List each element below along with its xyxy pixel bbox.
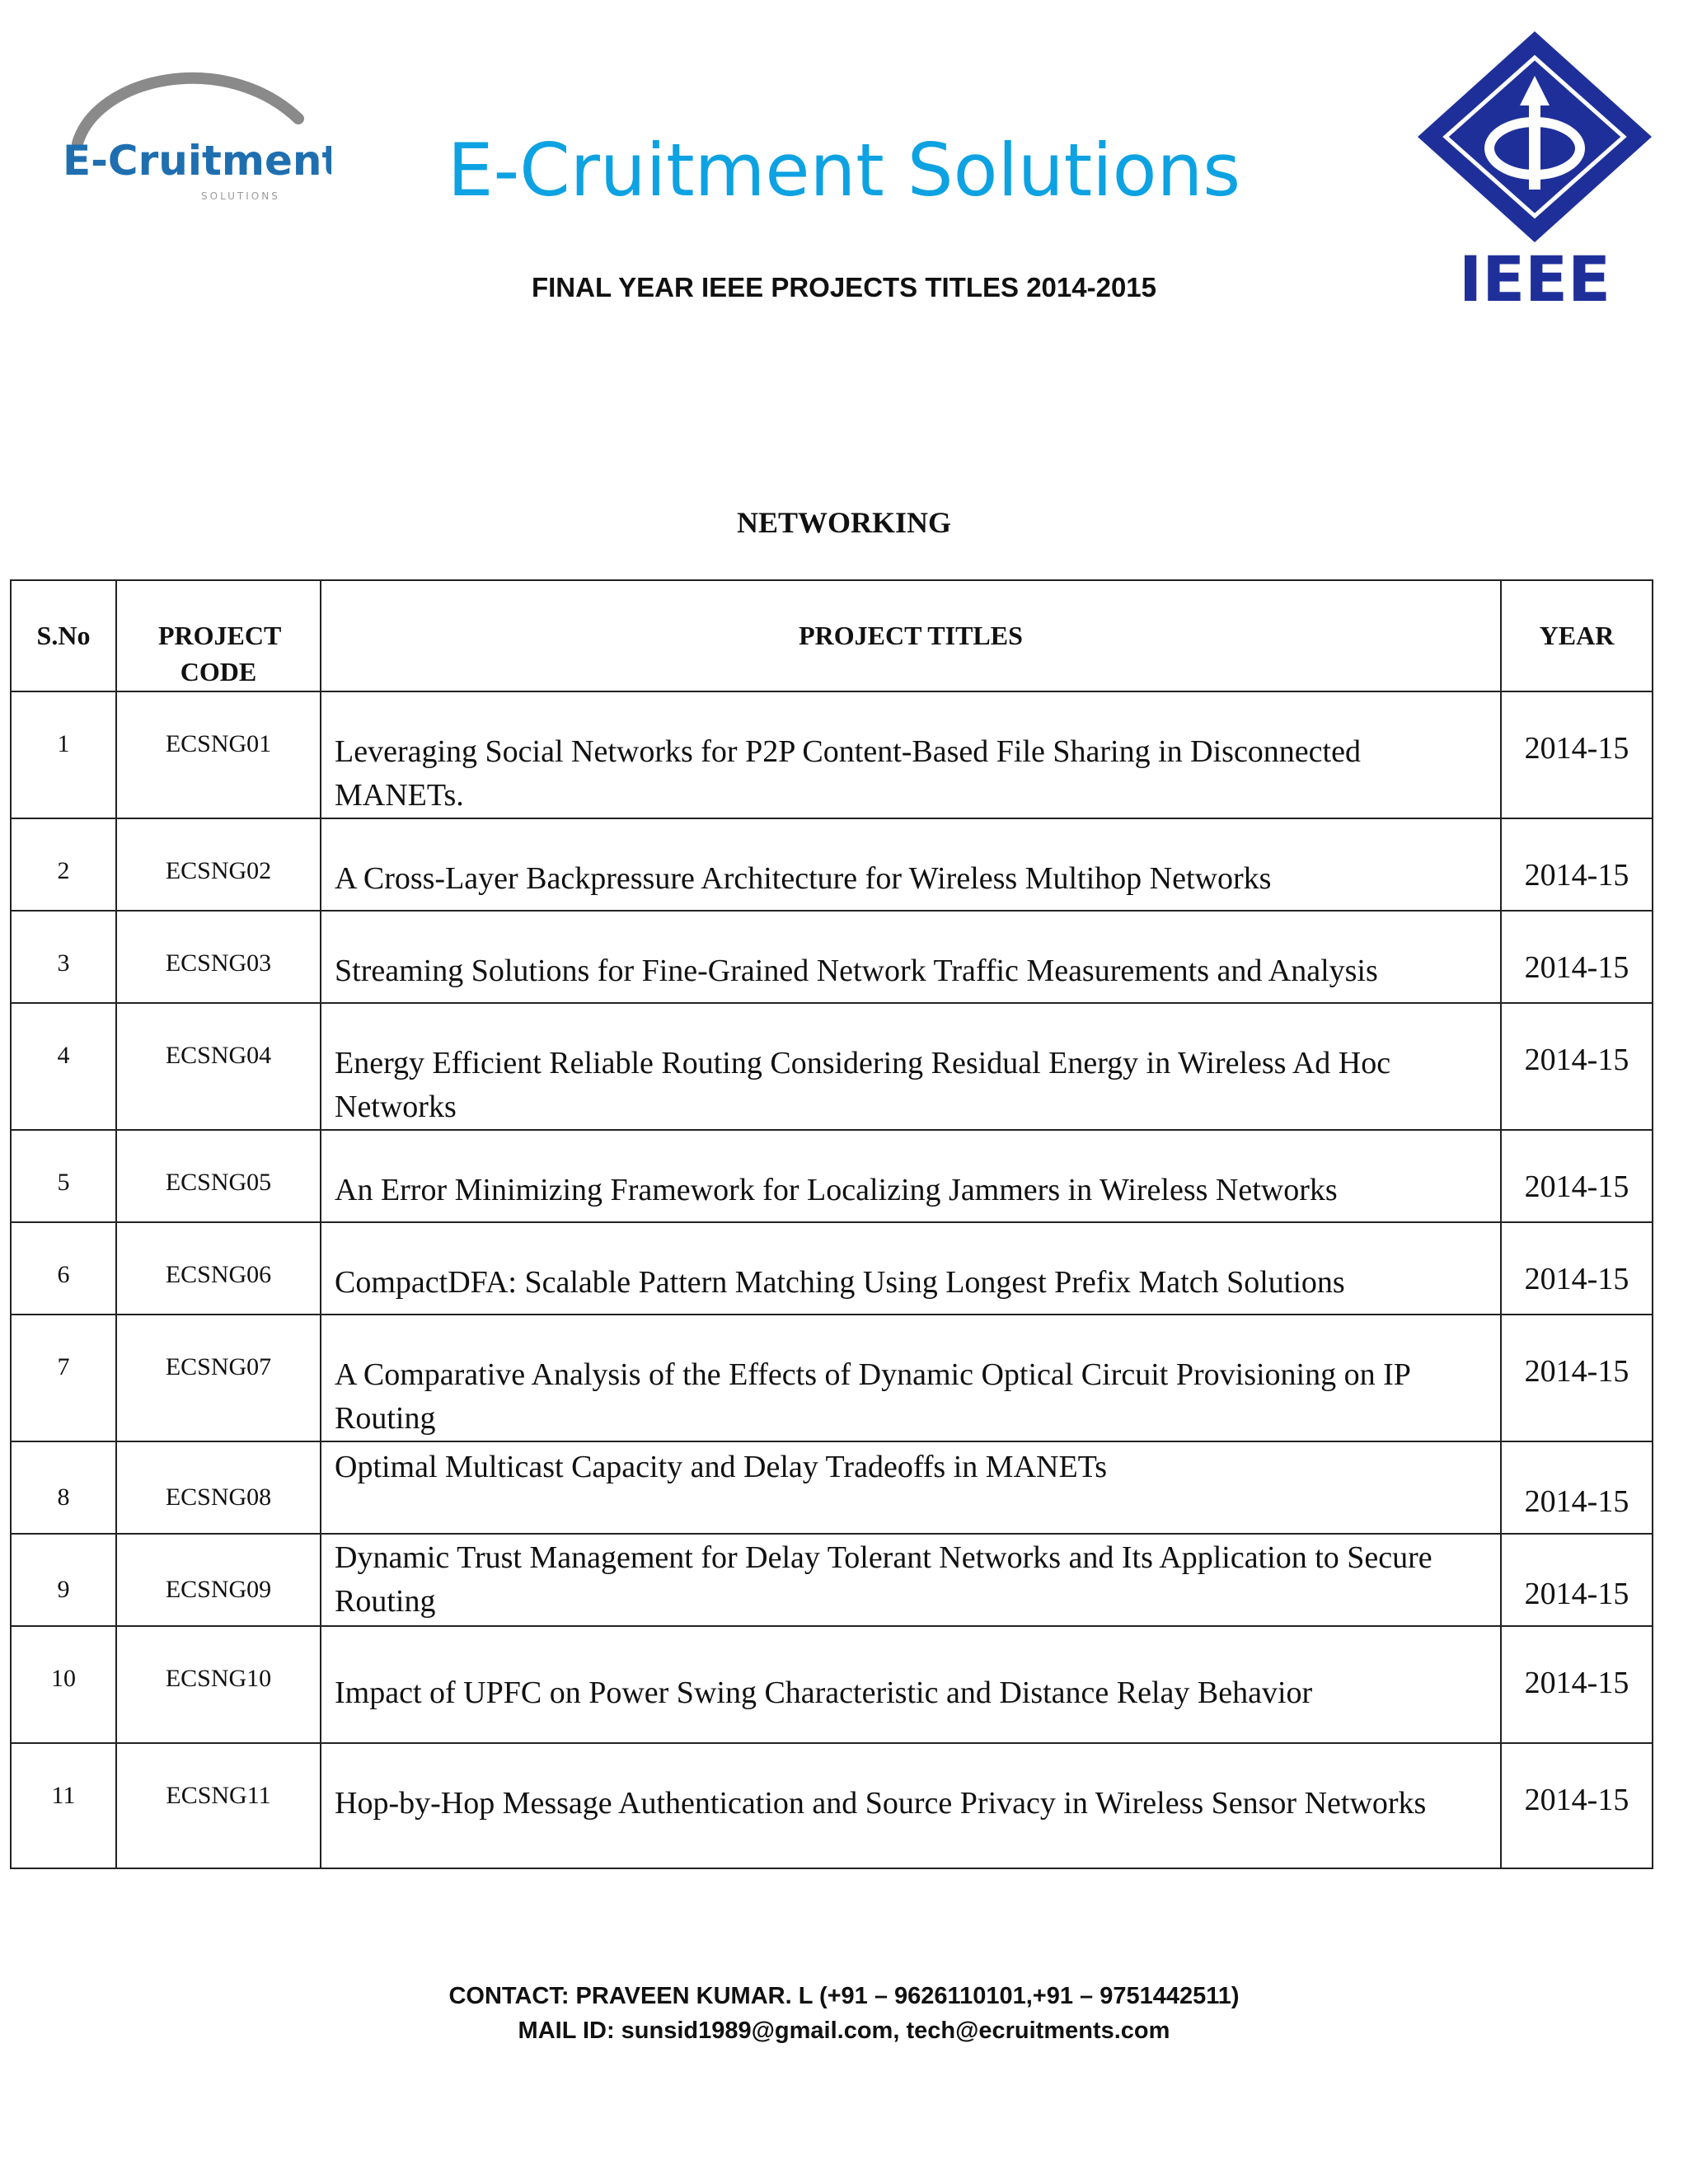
row-project-title: CompactDFA: Scalable Pattern Matching Using Longest Prefix Match Solutions [321, 1222, 1501, 1315]
projects-table [10, 579, 1653, 1869]
footer-mail: MAIL ID: sunsid1989@gmail.com, tech@ecruitments.com [518, 2018, 1170, 2044]
row-sno: 2 [11, 818, 116, 911]
ieee-diamond-icon [1411, 25, 1658, 309]
table-row [11, 911, 1653, 1003]
row-project-code: ECSNG11 [116, 1743, 321, 1868]
row-sno: 9 [11, 1534, 116, 1626]
header-sno: S.No [11, 580, 116, 691]
row-project-code: ECSNG02 [116, 818, 321, 911]
table-row [11, 1534, 1653, 1626]
row-sno: 3 [11, 911, 116, 1003]
row-year: 2014-15 [1501, 1315, 1653, 1441]
row-project-code: ECSNG10 [116, 1626, 321, 1743]
table-row [11, 1003, 1653, 1130]
row-sno: 7 [11, 1315, 116, 1441]
row-project-code: ECSNG05 [116, 1130, 321, 1222]
row-project-code: ECSNG07 [116, 1315, 321, 1441]
row-sno: 6 [11, 1222, 116, 1315]
row-year: 2014-15 [1501, 1743, 1653, 1868]
table-row [11, 691, 1653, 818]
row-project-title: An Error Minimizing Framework for Localizing Jammers in Wireless Networks [321, 1130, 1501, 1222]
row-project-code: ECSNG03 [116, 911, 321, 1003]
row-year: 2014-15 [1501, 1626, 1653, 1743]
table-row [11, 1315, 1653, 1441]
row-project-title: Impact of UPFC on Power Swing Characteristic and Distance Relay Behavior [321, 1626, 1501, 1743]
row-sno: 5 [11, 1130, 116, 1222]
table-row [11, 1743, 1653, 1868]
row-project-title: Hop-by-Hop Message Authentication and Source Privacy in Wireless Sensor Networks [321, 1743, 1501, 1868]
header-project-titles: PROJECT TITLES [321, 580, 1501, 691]
header-year: YEAR [1501, 580, 1653, 691]
row-project-title: Optimal Multicast Capacity and Delay Tradeoffs in MANETs [321, 1441, 1501, 1534]
row-sno: 8 [11, 1441, 116, 1534]
company-name: E-Cruitment Solutions [447, 128, 1241, 213]
row-year: 2014-15 [1501, 1003, 1653, 1130]
row-year: 2014-15 [1501, 1130, 1653, 1222]
row-year: 2014-15 [1501, 1222, 1653, 1315]
table-row [11, 1441, 1653, 1534]
header-project-code: PROJECT CODE [116, 580, 321, 691]
table-row [11, 1222, 1653, 1315]
footer-contact: CONTACT: PRAVEEN KUMAR. L (+91 – 9626110101,+91 – 9751442511) [448, 1983, 1240, 2009]
row-project-code: ECSNG08 [116, 1441, 321, 1534]
row-project-title: Leveraging Social Networks for P2P Content-Based File Sharing in Disconnected MANETs. [321, 691, 1501, 818]
row-year: 2014-15 [1501, 1441, 1653, 1534]
row-year: 2014-15 [1501, 1534, 1653, 1626]
ecruitment-logo-tagline: SOLUTIONS [201, 190, 280, 202]
row-project-title: A Cross-Layer Backpressure Architecture for Wireless Multihop Networks [321, 818, 1501, 911]
row-project-title: A Comparative Analysis of the Effects of Dynamic Optical Circuit Provisioning on IP Routing [321, 1315, 1501, 1441]
row-sno: 1 [11, 691, 116, 818]
row-project-title: Dynamic Trust Management for Delay Tolerant Networks and Its Application to Secure Routing [321, 1534, 1501, 1626]
row-project-code: ECSNG04 [116, 1003, 321, 1130]
ieee-logo [1411, 25, 1658, 309]
ecruitment-logo-text: E-Cruitment [63, 137, 331, 185]
row-year: 2014-15 [1501, 818, 1653, 911]
table-header-row [11, 580, 1653, 691]
section-title: NETWORKING [736, 506, 952, 539]
row-year: 2014-15 [1501, 691, 1653, 818]
row-sno: 4 [11, 1003, 116, 1130]
table-row [11, 818, 1653, 911]
row-year: 2014-15 [1501, 911, 1653, 1003]
row-project-title: Energy Efficient Reliable Routing Considering Residual Energy in Wireless Ad Hoc Networks [321, 1003, 1501, 1130]
row-project-code: ECSNG01 [116, 691, 321, 818]
row-project-title: Streaming Solutions for Fine-Grained Network Traffic Measurements and Analysis [321, 911, 1501, 1003]
table-row [11, 1130, 1653, 1222]
row-project-code: ECSNG09 [116, 1534, 321, 1626]
document-subtitle: FINAL YEAR IEEE PROJECTS TITLES 2014-2015 [531, 272, 1157, 302]
table-row [11, 1626, 1653, 1743]
row-sno: 11 [11, 1743, 116, 1868]
row-project-code: ECSNG06 [116, 1222, 321, 1315]
row-sno: 10 [11, 1626, 116, 1743]
ieee-logo-text: IEEE [1458, 242, 1611, 309]
